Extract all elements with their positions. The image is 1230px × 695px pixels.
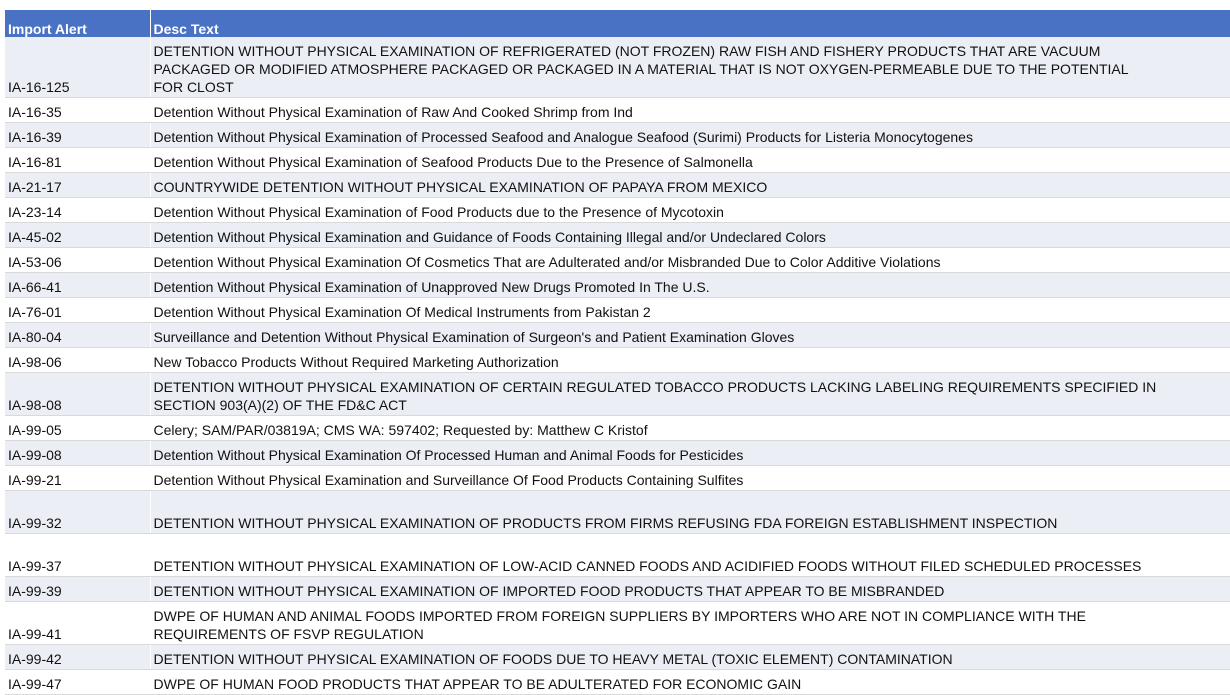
column-header-import-alert[interactable]: Import Alert <box>5 10 150 37</box>
desc-text-cell[interactable]: Detention Without Physical Examination of Food Products due to the Presence of Mycotoxin <box>150 198 1230 223</box>
import-alert-cell[interactable]: IA-23-14 <box>5 198 150 223</box>
table-row[interactable] <box>5 441 1230 466</box>
import-alert-cell[interactable]: IA-99-42 <box>5 645 150 670</box>
import-alert-cell[interactable]: IA-99-37 <box>5 534 150 577</box>
desc-text-cell[interactable]: Celery; SAM/PAR/03819A; CMS WA: 597402; Requested by: Matthew C Kristof <box>150 416 1230 441</box>
desc-text-cell[interactable]: DETENTION WITHOUT PHYSICAL EXAMINATION OF FOODS DUE TO HEAVY METAL (TOXIC ELEMENT) CONTAMINATION <box>150 645 1230 670</box>
table-row[interactable] <box>5 645 1230 670</box>
import-alert-cell[interactable]: IA-98-08 <box>5 373 150 416</box>
desc-text-cell[interactable]: COUNTRYWIDE DETENTION WITHOUT PHYSICAL EXAMINATION OF PAPAYA FROM MEXICO <box>150 173 1230 198</box>
desc-text-cell[interactable]: Detention Without Physical Examination Of Processed Human and Animal Foods for Pesticides <box>150 441 1230 466</box>
desc-text-cell[interactable]: Detention Without Physical Examination of Seafood Products Due to the Presence of Salmonella <box>150 148 1230 173</box>
import-alert-cell[interactable]: IA-99-05 <box>5 416 150 441</box>
import-alert-cell[interactable]: IA-16-35 <box>5 98 150 123</box>
spreadsheet-table <box>5 10 1230 695</box>
desc-text-cell[interactable]: Detention Without Physical Examination Of Medical Instruments from Pakistan 2 <box>150 298 1230 323</box>
table-row[interactable] <box>5 323 1230 348</box>
table-row[interactable] <box>5 98 1230 123</box>
desc-text-cell[interactable]: DETENTION WITHOUT PHYSICAL EXAMINATION OF REFRIGERATED (NOT FROZEN) RAW FISH AND FISHERY PRODUCTS THAT ARE VACUUM PACKAGED OR MODIFIED ATMOSPHERE PACKAGED OR PACKAGED IN A MATERIAL THAT IS NOT OXYGEN-PERMEABLE DUE TO THE POTENTIAL FOR CLOST <box>150 37 1230 98</box>
import-alert-cell[interactable]: IA-99-39 <box>5 577 150 602</box>
desc-text-cell[interactable]: Detention Without Physical Examination of Unapproved New Drugs Promoted In The U.S. <box>150 273 1230 298</box>
table-row[interactable] <box>5 248 1230 273</box>
table-row[interactable] <box>5 173 1230 198</box>
table-row[interactable] <box>5 348 1230 373</box>
desc-text-cell[interactable]: Detention Without Physical Examination and Guidance of Foods Containing Illegal and/or Undeclared Colors <box>150 223 1230 248</box>
desc-text-cell[interactable]: DETENTION WITHOUT PHYSICAL EXAMINATION OF PRODUCTS FROM FIRMS REFUSING FDA FOREIGN ESTABLISHMENT INSPECTION <box>150 491 1230 534</box>
table-row[interactable] <box>5 577 1230 602</box>
import-alert-cell[interactable]: IA-99-41 <box>5 602 150 645</box>
import-alert-cell[interactable]: IA-16-125 <box>5 37 150 98</box>
import-alert-cell[interactable]: IA-99-21 <box>5 466 150 491</box>
desc-text-cell[interactable]: New Tobacco Products Without Required Marketing Authorization <box>150 348 1230 373</box>
table-row[interactable] <box>5 298 1230 323</box>
desc-text-cell[interactable]: Surveillance and Detention Without Physical Examination of Surgeon's and Patient Examination Gloves <box>150 323 1230 348</box>
table-row[interactable] <box>5 670 1230 695</box>
desc-text-cell[interactable]: DETENTION WITHOUT PHYSICAL EXAMINATION OF LOW-ACID CANNED FOODS AND ACIDIFIED FOODS WITHOUT FILED SCHEDULED PROCESSES <box>150 534 1230 577</box>
desc-text-cell[interactable]: DETENTION WITHOUT PHYSICAL EXAMINATION OF CERTAIN REGULATED TOBACCO PRODUCTS LACKING LABELING REQUIREMENTS SPECIFIED IN SECTION 903(A)(2) OF THE FD&C ACT <box>150 373 1230 416</box>
import-alert-cell[interactable]: IA-99-47 <box>5 670 150 695</box>
desc-text-cell[interactable]: Detention Without Physical Examination of Raw And Cooked Shrimp from Ind <box>150 98 1230 123</box>
table-row[interactable] <box>5 198 1230 223</box>
import-alert-cell[interactable]: IA-16-81 <box>5 148 150 173</box>
table-row[interactable] <box>5 273 1230 298</box>
desc-text-cell[interactable]: DWPE OF HUMAN AND ANIMAL FOODS IMPORTED FROM FOREIGN SUPPLIERS BY IMPORTERS WHO ARE NOT IN COMPLIANCE WITH THE REQUIREMENTS OF FSVP REGULATION <box>150 602 1230 645</box>
import-alert-cell[interactable]: IA-66-41 <box>5 273 150 298</box>
import-alert-cell[interactable]: IA-80-04 <box>5 323 150 348</box>
import-alert-cell[interactable]: IA-53-06 <box>5 248 150 273</box>
table-row[interactable] <box>5 416 1230 441</box>
table-row[interactable] <box>5 534 1230 577</box>
import-alert-cell[interactable]: IA-76-01 <box>5 298 150 323</box>
desc-text-cell[interactable]: Detention Without Physical Examination and Surveillance Of Food Products Containing Sulfites <box>150 466 1230 491</box>
table-row[interactable] <box>5 148 1230 173</box>
table-row[interactable] <box>5 223 1230 248</box>
desc-text-cell[interactable]: DETENTION WITHOUT PHYSICAL EXAMINATION OF IMPORTED FOOD PRODUCTS THAT APPEAR TO BE MISBRANDED <box>150 577 1230 602</box>
desc-text-cell[interactable]: Detention Without Physical Examination Of Cosmetics That are Adulterated and/or Misbranded Due to Color Additive Violations <box>150 248 1230 273</box>
header-row <box>5 10 1230 37</box>
table-row[interactable] <box>5 37 1230 98</box>
desc-text-cell[interactable]: DWPE OF HUMAN FOOD PRODUCTS THAT APPEAR TO BE ADULTERATED FOR ECONOMIC GAIN <box>150 670 1230 695</box>
table-row[interactable] <box>5 491 1230 534</box>
table-row[interactable] <box>5 466 1230 491</box>
import-alert-cell[interactable]: IA-98-06 <box>5 348 150 373</box>
import-alert-cell[interactable]: IA-99-32 <box>5 491 150 534</box>
desc-text-cell[interactable]: Detention Without Physical Examination of Processed Seafood and Analogue Seafood (Surimi) Products for Listeria Monocytogenes <box>150 123 1230 148</box>
import-alert-cell[interactable]: IA-45-02 <box>5 223 150 248</box>
table-row[interactable] <box>5 123 1230 148</box>
import-alert-cell[interactable]: IA-16-39 <box>5 123 150 148</box>
column-header-desc-text[interactable]: Desc Text <box>150 10 1230 37</box>
import-alert-cell[interactable]: IA-99-08 <box>5 441 150 466</box>
import-alert-cell[interactable]: IA-21-17 <box>5 173 150 198</box>
table-row[interactable] <box>5 602 1230 645</box>
table-row[interactable] <box>5 373 1230 416</box>
